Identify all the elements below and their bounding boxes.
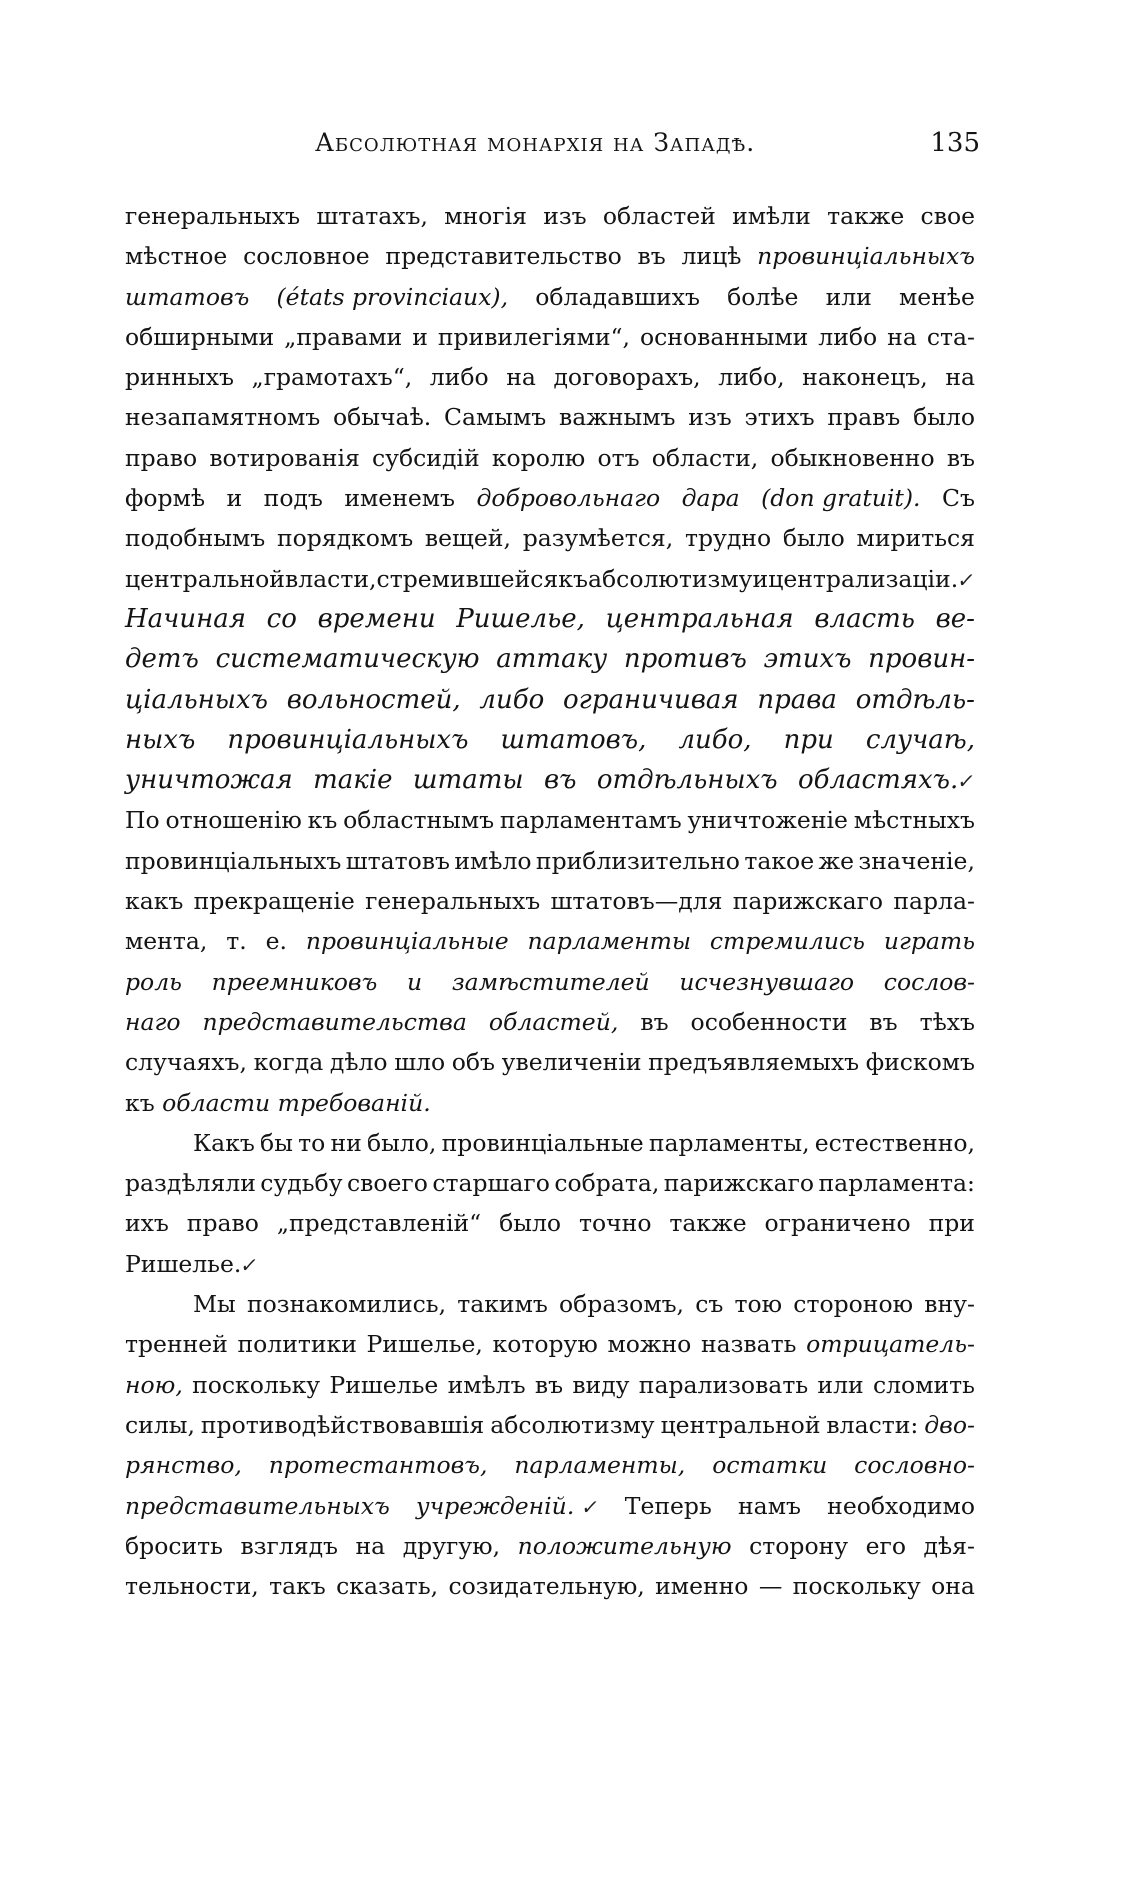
word: сломить [872, 1370, 975, 1399]
word: сословное [243, 242, 370, 271]
word: Ришелье [329, 1370, 439, 1399]
text-line [125, 962, 975, 1002]
word: ограничивая [563, 684, 739, 715]
text-line [125, 1163, 975, 1203]
word: „представленій“ [276, 1209, 482, 1238]
word: По [125, 806, 160, 835]
word: именемъ [344, 484, 456, 513]
word [125, 1244, 261, 1285]
word: Какъ [193, 1128, 255, 1157]
text-line [125, 1445, 975, 1485]
word: вещей, [424, 524, 511, 553]
text-line [125, 1244, 975, 1284]
word: то [298, 1128, 326, 1157]
word: изъ [543, 202, 587, 230]
text-line [125, 1123, 975, 1163]
word: и [412, 322, 428, 351]
text-line [125, 317, 975, 357]
word: вотированія [209, 443, 360, 472]
word: замѣстителей [451, 967, 650, 996]
word: провинціальные [441, 1128, 644, 1157]
word: къ [307, 806, 338, 835]
word: порядкомъ [276, 524, 414, 553]
word: съ [695, 1290, 724, 1319]
word: или [817, 1370, 864, 1399]
word: тренней [125, 1330, 228, 1359]
word: ве- [935, 603, 975, 634]
word: провин- [868, 644, 975, 675]
word: имѣлъ [447, 1370, 526, 1399]
word: вольностей, [286, 684, 461, 715]
word: либо, [678, 724, 752, 755]
word: добровольнаго [476, 484, 661, 513]
word: которую [492, 1330, 598, 1359]
word: прекращеніе [193, 887, 355, 916]
text-line [125, 720, 975, 760]
word: правъ [827, 403, 901, 432]
word: дѣя- [923, 1531, 975, 1560]
word: приблизительно [535, 846, 740, 875]
word: преемниковъ [211, 967, 378, 996]
word: ста- [926, 322, 975, 351]
word-text: областяхъ. [797, 765, 959, 796]
word: именно [655, 1572, 749, 1601]
word: и [406, 967, 423, 996]
word: такіе [313, 765, 393, 796]
text-line [125, 397, 975, 437]
word: въ [869, 1007, 898, 1036]
word: въ [543, 765, 577, 796]
check-mark-icon: ✓ [579, 1494, 601, 1519]
word: бросить [125, 1531, 223, 1560]
word: ихъ [125, 1209, 169, 1238]
word: менѣе [899, 282, 975, 311]
word: играть [883, 927, 975, 956]
word: необходимо [827, 1491, 975, 1520]
word: привилегіями“, [437, 322, 631, 351]
word: фискомъ [865, 1048, 975, 1077]
word: сослов- [883, 967, 975, 996]
text-line [125, 559, 978, 599]
word: — [758, 1572, 783, 1601]
word: важнымъ [559, 403, 676, 432]
word: сторону [749, 1531, 849, 1560]
word: образомъ, [559, 1290, 685, 1319]
word: на [887, 322, 917, 351]
word [416, 1486, 599, 1527]
word: представительства [202, 1007, 467, 1036]
word: было [499, 1209, 562, 1238]
word: „правами [284, 322, 403, 351]
word: положительную [517, 1531, 732, 1560]
text-line [125, 680, 975, 720]
word: такъ [269, 1572, 326, 1601]
word: мириться [856, 524, 975, 553]
page-number: 135 [930, 128, 980, 158]
word: поскольку [192, 1370, 321, 1399]
word: имѣло [454, 846, 532, 875]
word: такимъ [457, 1290, 548, 1319]
word: въ [534, 1370, 564, 1399]
text-line [125, 921, 975, 961]
word: этихъ [763, 644, 852, 675]
word: ни [330, 1128, 362, 1157]
text-line [125, 357, 975, 397]
word: въ [637, 242, 666, 271]
word: какъ [125, 887, 184, 916]
word: обладавшихъ [535, 282, 700, 311]
text-line [125, 277, 975, 317]
word: области [162, 1088, 271, 1117]
word: формѣ [125, 484, 206, 513]
check-mark-icon: ✓ [956, 567, 978, 592]
word: своего [346, 1169, 428, 1198]
word: абсолютизму [588, 564, 753, 593]
word: познакомились, [246, 1290, 447, 1319]
word: субсидій [372, 443, 480, 472]
word: намъ [738, 1491, 801, 1520]
word: отношенію [165, 806, 302, 835]
word: противъ [623, 644, 747, 675]
word: имѣли [732, 202, 811, 230]
word: е. [265, 927, 287, 956]
word: стороною [793, 1290, 914, 1319]
word: стремившейся [376, 564, 559, 593]
word: судьбу [260, 1169, 343, 1198]
word: договорахъ, [553, 363, 701, 392]
word: провинціальныхъ [757, 242, 975, 271]
word: подъ [263, 484, 323, 513]
word: этихъ [744, 403, 815, 432]
text-line [125, 1042, 975, 1082]
word: „грамотахъ“, [251, 363, 413, 392]
text-line [125, 1526, 975, 1566]
word: штаты [412, 765, 524, 796]
word: раздѣляли [125, 1169, 256, 1198]
word: или [825, 282, 872, 311]
word: было [782, 524, 845, 553]
word: королю [491, 443, 586, 472]
word: центральная [605, 603, 794, 634]
word: представительство [385, 242, 622, 271]
word: штатовъ—для [550, 887, 723, 916]
word: области, [651, 443, 759, 472]
word: и [752, 564, 769, 593]
word: шло [394, 1048, 446, 1077]
word: либо [429, 363, 489, 392]
text-line [125, 1284, 975, 1324]
word: когда [253, 1048, 324, 1077]
text-line [125, 1324, 975, 1364]
word: уничтожая [125, 765, 293, 796]
word: либо [479, 684, 545, 715]
word: было [913, 403, 975, 432]
word: къ [558, 564, 588, 593]
text-line [125, 1365, 975, 1405]
word: времени [317, 603, 436, 634]
word: парижскаго [732, 887, 884, 916]
word: сословно- [854, 1451, 975, 1480]
word: представительныхъ [125, 1491, 390, 1520]
word: либо [818, 322, 878, 351]
word: провинціальныхъ [227, 724, 469, 755]
word: власть [814, 603, 915, 634]
word: такое [744, 846, 815, 875]
page-header [125, 128, 980, 168]
word: Теперь [624, 1491, 712, 1520]
word: можно [607, 1330, 692, 1359]
word: парла- [893, 887, 975, 916]
word: особенности [690, 1007, 848, 1036]
word: дѣло [329, 1048, 388, 1077]
word: парламента: [818, 1169, 975, 1198]
word: естественно, [814, 1128, 975, 1157]
word: областей [602, 202, 716, 230]
word: взглядъ [240, 1531, 339, 1560]
word: старшаго [432, 1169, 550, 1198]
text-line [125, 1405, 975, 1445]
word: изъ [688, 403, 732, 432]
text-line [125, 518, 975, 558]
word: дво- [924, 1410, 975, 1439]
word: мента, [125, 927, 208, 956]
word: парламенты [527, 927, 692, 956]
word: ныхъ [125, 724, 196, 755]
word: свое [920, 202, 975, 230]
word: силы, [125, 1410, 195, 1439]
body-text [125, 196, 978, 1606]
word: же [818, 846, 855, 875]
text-line [125, 1566, 975, 1606]
word: сказать, [336, 1572, 439, 1601]
word: право [125, 443, 198, 472]
word-text: централизаціи. [768, 564, 959, 593]
text-line [125, 1083, 975, 1123]
word: основанными [639, 322, 809, 351]
text-line [125, 1002, 975, 1042]
word: либо, [718, 363, 785, 392]
word: областей, [488, 1007, 619, 1036]
word: центральной [125, 564, 285, 593]
word: противодѣйствовавшія [200, 1410, 485, 1439]
word: генеральныхъ [365, 887, 541, 916]
word: политики [237, 1330, 357, 1359]
word: систематическую [215, 644, 480, 675]
word: наго [125, 1007, 181, 1036]
word: парижскаго [663, 1169, 815, 1198]
word: исчезнувшаго [679, 967, 855, 996]
word: парламенты, [514, 1451, 686, 1480]
word: Съ [941, 484, 975, 513]
word: подобнымъ [125, 524, 266, 553]
word: провинціальные [305, 927, 509, 956]
word: со [266, 603, 297, 634]
text-line [125, 639, 975, 679]
word: поскольку [792, 1572, 921, 1601]
word: отдѣль- [855, 684, 975, 715]
word: ною, [125, 1370, 183, 1399]
word: многія [444, 202, 527, 230]
text-line [125, 1486, 975, 1526]
word: парализовать [638, 1370, 809, 1399]
word: вну- [924, 1290, 975, 1319]
word: случаяхъ, [125, 1048, 247, 1077]
word: случаѣ, [865, 724, 975, 755]
word: т. [226, 927, 247, 956]
text-line [125, 841, 975, 881]
word: другую, [402, 1531, 501, 1560]
word: лицѣ [681, 242, 742, 271]
word: детъ [125, 644, 199, 675]
word: назвать [700, 1330, 797, 1359]
word: отрицатель- [806, 1330, 975, 1359]
word: точно [578, 1209, 652, 1238]
check-mark-icon: ✓ [956, 769, 978, 794]
word: наконецъ, [802, 363, 928, 392]
word: мѣстныхъ [853, 806, 975, 835]
word: Ришелье, [366, 1330, 483, 1359]
word: отъ [597, 443, 640, 472]
word [797, 760, 978, 801]
word: отдѣльныхъ [596, 765, 778, 796]
text-line [125, 438, 975, 478]
word: протестантовъ, [268, 1451, 488, 1480]
text-line [125, 1203, 975, 1243]
word: стремились [709, 927, 865, 956]
word: роль [125, 967, 182, 996]
word: генеральныхъ [125, 202, 301, 230]
word: на [506, 363, 536, 392]
text-line [125, 196, 975, 236]
word: она [931, 1572, 975, 1601]
word: Мы [193, 1290, 236, 1319]
word: виду [572, 1370, 630, 1399]
word: парламенты, [648, 1128, 810, 1157]
word: трудно [684, 524, 772, 553]
word: къ [125, 1088, 155, 1117]
word: власти: [826, 1410, 919, 1439]
word: штатовъ, [500, 724, 647, 755]
text-line [125, 236, 975, 276]
word: въ [946, 443, 975, 472]
text-line [125, 800, 975, 840]
word: парламентамъ [499, 806, 682, 835]
word: объ [451, 1048, 496, 1077]
text-line [125, 599, 975, 639]
word: обыкновенно [770, 443, 935, 472]
word: увеличеніи [501, 1048, 642, 1077]
word: въ [640, 1007, 669, 1036]
word: бы [260, 1128, 293, 1157]
word-text: учрежденій. [415, 1491, 575, 1520]
word: Начиная [125, 603, 246, 634]
word: на [355, 1531, 386, 1560]
word: (états provinciaux), [276, 282, 509, 311]
word: при [783, 724, 834, 755]
word: тельности, [125, 1572, 259, 1601]
word: обширными [125, 322, 275, 351]
word: штатовъ [125, 282, 250, 311]
word: разумѣется, [522, 524, 674, 553]
word: на [945, 363, 975, 392]
word: ограничено [764, 1209, 911, 1238]
word: право [186, 1209, 259, 1238]
word: ціальныхъ [125, 684, 268, 715]
word: дара [681, 484, 740, 513]
word [768, 559, 978, 600]
word: аттаку [496, 644, 608, 675]
word: областнымъ [343, 806, 495, 835]
word: обычаѣ. [333, 403, 432, 432]
word: ринныхъ [125, 363, 234, 392]
word: его [865, 1531, 906, 1560]
word: тѣхъ [919, 1007, 975, 1036]
text-line [125, 760, 978, 800]
word: остатки [712, 1451, 828, 1480]
word: власти, [285, 564, 377, 593]
text-line [125, 478, 975, 518]
word: мѣстное [125, 242, 228, 271]
word: права [757, 684, 837, 715]
text-line [125, 881, 975, 921]
word: Самымъ [444, 403, 547, 432]
word: штатовъ [345, 846, 450, 875]
word: собрата, [554, 1169, 660, 1198]
word: Ришелье, [456, 603, 585, 634]
word: также [669, 1209, 747, 1238]
word: незапамятномъ [125, 403, 321, 432]
word: и [226, 484, 243, 513]
word: тою [734, 1290, 783, 1319]
word-text: Ришелье. [125, 1249, 242, 1278]
word: предъявляемыхъ [648, 1048, 860, 1077]
word: штатахъ, [316, 202, 428, 230]
word: провинціальныхъ [125, 846, 342, 875]
word: рянство, [125, 1451, 242, 1480]
word: (don gratuit). [761, 484, 921, 513]
check-mark-icon: ✓ [239, 1252, 261, 1277]
word: уничтоженіе [687, 806, 848, 835]
word: при [928, 1209, 975, 1238]
word: абсолютизму [490, 1410, 655, 1439]
word: созидательную, [448, 1572, 645, 1601]
word: было, [367, 1128, 437, 1157]
word: болѣе [727, 282, 799, 311]
running-title: Абсолютная монархія на Западѣ. [315, 128, 756, 157]
word: центральной [660, 1410, 821, 1439]
word: также [827, 202, 905, 230]
word: требованій. [277, 1088, 431, 1117]
word: значеніе, [858, 846, 975, 875]
